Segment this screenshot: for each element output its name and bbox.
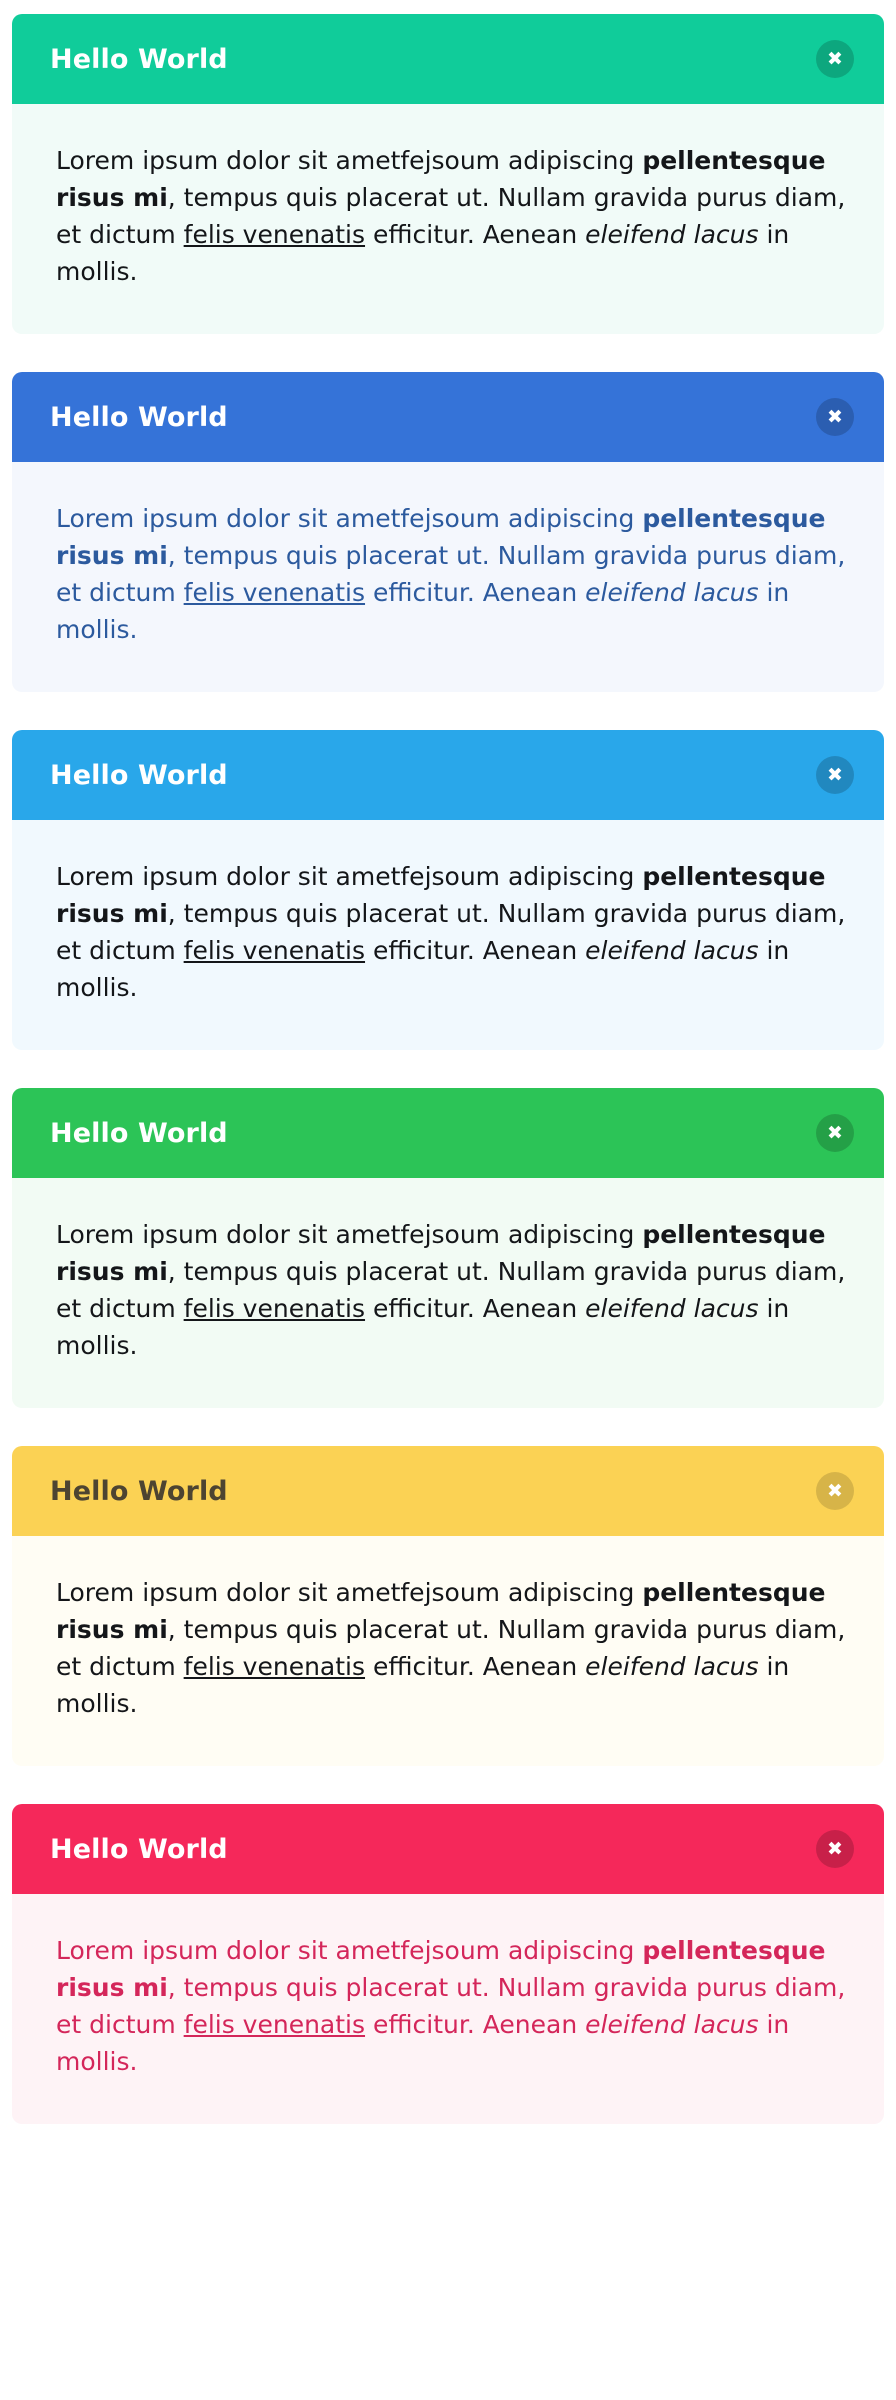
bold-text: pellentesque risus mi bbox=[56, 862, 826, 928]
text-segment: , tempus quis placerat ut. Nullam gravida purus diam, et dictum bbox=[56, 1257, 846, 1323]
text-segment: efficitur. Aenean bbox=[365, 936, 586, 965]
text-segment: Lorem ipsum dolor sit ametfejsoum adipiscing bbox=[56, 862, 643, 891]
close-icon[interactable]: ✖ bbox=[816, 40, 854, 78]
text-segment: efficitur. Aenean bbox=[365, 1294, 586, 1323]
alert-card-paragraph bbox=[56, 1574, 846, 1722]
alert-card-header bbox=[12, 1088, 884, 1178]
alert-card-title: Hello World bbox=[50, 1475, 228, 1507]
text-segment: , tempus quis placerat ut. Nullam gravida purus diam, et dictum bbox=[56, 541, 846, 607]
alert-card bbox=[12, 372, 884, 692]
text-segment: in mollis. bbox=[56, 2010, 790, 2076]
alert-card-title: Hello World bbox=[50, 1833, 228, 1865]
alert-card-body bbox=[12, 1536, 884, 1766]
bold-text: pellentesque risus mi bbox=[56, 1936, 826, 2002]
bold-text: pellentesque risus mi bbox=[56, 504, 826, 570]
italic-text: eleifend lacus bbox=[585, 936, 759, 965]
text-segment: in mollis. bbox=[56, 1652, 790, 1718]
bold-text: pellentesque risus mi bbox=[56, 146, 826, 212]
alert-card-title: Hello World bbox=[50, 1117, 228, 1149]
inline-link[interactable]: felis venenatis bbox=[183, 220, 366, 249]
alert-card-header bbox=[12, 1446, 884, 1536]
alert-card bbox=[12, 1088, 884, 1408]
alert-card-body bbox=[12, 1178, 884, 1408]
italic-text: eleifend lacus bbox=[585, 1294, 759, 1323]
bold-text: pellentesque risus mi bbox=[56, 1220, 826, 1286]
inline-link[interactable]: felis venenatis bbox=[183, 936, 366, 965]
alert-card-paragraph bbox=[56, 1932, 846, 2080]
close-icon[interactable]: ✖ bbox=[816, 1472, 854, 1510]
italic-text: eleifend lacus bbox=[585, 1652, 759, 1681]
close-icon[interactable]: ✖ bbox=[816, 1114, 854, 1152]
close-icon[interactable]: ✖ bbox=[816, 756, 854, 794]
text-segment: Lorem ipsum dolor sit ametfejsoum adipiscing bbox=[56, 146, 643, 175]
text-segment: efficitur. Aenean bbox=[365, 578, 586, 607]
bold-text: pellentesque risus mi bbox=[56, 1578, 826, 1644]
text-segment: Lorem ipsum dolor sit ametfejsoum adipiscing bbox=[56, 1578, 643, 1607]
alert-card-paragraph bbox=[56, 858, 846, 1006]
alert-card-paragraph bbox=[56, 500, 846, 648]
text-segment: , tempus quis placerat ut. Nullam gravida purus diam, et dictum bbox=[56, 183, 846, 249]
text-segment: , tempus quis placerat ut. Nullam gravida purus diam, et dictum bbox=[56, 899, 846, 965]
alert-card-header bbox=[12, 1804, 884, 1894]
alert-card-header bbox=[12, 372, 884, 462]
alert-card-paragraph bbox=[56, 142, 846, 290]
text-segment: efficitur. Aenean bbox=[365, 2010, 586, 2039]
text-segment: efficitur. Aenean bbox=[365, 1652, 586, 1681]
text-segment: in mollis. bbox=[56, 220, 790, 286]
text-segment: , tempus quis placerat ut. Nullam gravida purus diam, et dictum bbox=[56, 1615, 846, 1681]
alert-card-title: Hello World bbox=[50, 759, 228, 791]
text-segment: Lorem ipsum dolor sit ametfejsoum adipiscing bbox=[56, 504, 643, 533]
alert-card-header bbox=[12, 730, 884, 820]
alert-card-title: Hello World bbox=[50, 401, 228, 433]
alert-card bbox=[12, 730, 884, 1050]
italic-text: eleifend lacus bbox=[585, 578, 759, 607]
inline-link[interactable]: felis venenatis bbox=[183, 578, 366, 607]
text-segment: in mollis. bbox=[56, 578, 790, 644]
alert-card bbox=[12, 1446, 884, 1766]
text-segment: Lorem ipsum dolor sit ametfejsoum adipiscing bbox=[56, 1220, 643, 1249]
alert-card-header bbox=[12, 14, 884, 104]
italic-text: eleifend lacus bbox=[585, 2010, 759, 2039]
italic-text: eleifend lacus bbox=[585, 220, 759, 249]
inline-link[interactable]: felis venenatis bbox=[183, 2010, 366, 2039]
alert-card-body bbox=[12, 1894, 884, 2124]
alert-card-body bbox=[12, 104, 884, 334]
alert-card-list bbox=[0, 14, 896, 2124]
text-segment: in mollis. bbox=[56, 1294, 790, 1360]
alert-card-paragraph bbox=[56, 1216, 846, 1364]
text-segment: in mollis. bbox=[56, 936, 790, 1002]
alert-card-body bbox=[12, 820, 884, 1050]
inline-link[interactable]: felis venenatis bbox=[183, 1652, 366, 1681]
inline-link[interactable]: felis venenatis bbox=[183, 1294, 366, 1323]
alert-card bbox=[12, 14, 884, 334]
alert-card bbox=[12, 1804, 884, 2124]
alert-card-title: Hello World bbox=[50, 43, 228, 75]
alert-card-body bbox=[12, 462, 884, 692]
close-icon[interactable]: ✖ bbox=[816, 398, 854, 436]
close-icon[interactable]: ✖ bbox=[816, 1830, 854, 1868]
text-segment: Lorem ipsum dolor sit ametfejsoum adipiscing bbox=[56, 1936, 643, 1965]
text-segment: efficitur. Aenean bbox=[365, 220, 586, 249]
text-segment: , tempus quis placerat ut. Nullam gravida purus diam, et dictum bbox=[56, 1973, 846, 2039]
